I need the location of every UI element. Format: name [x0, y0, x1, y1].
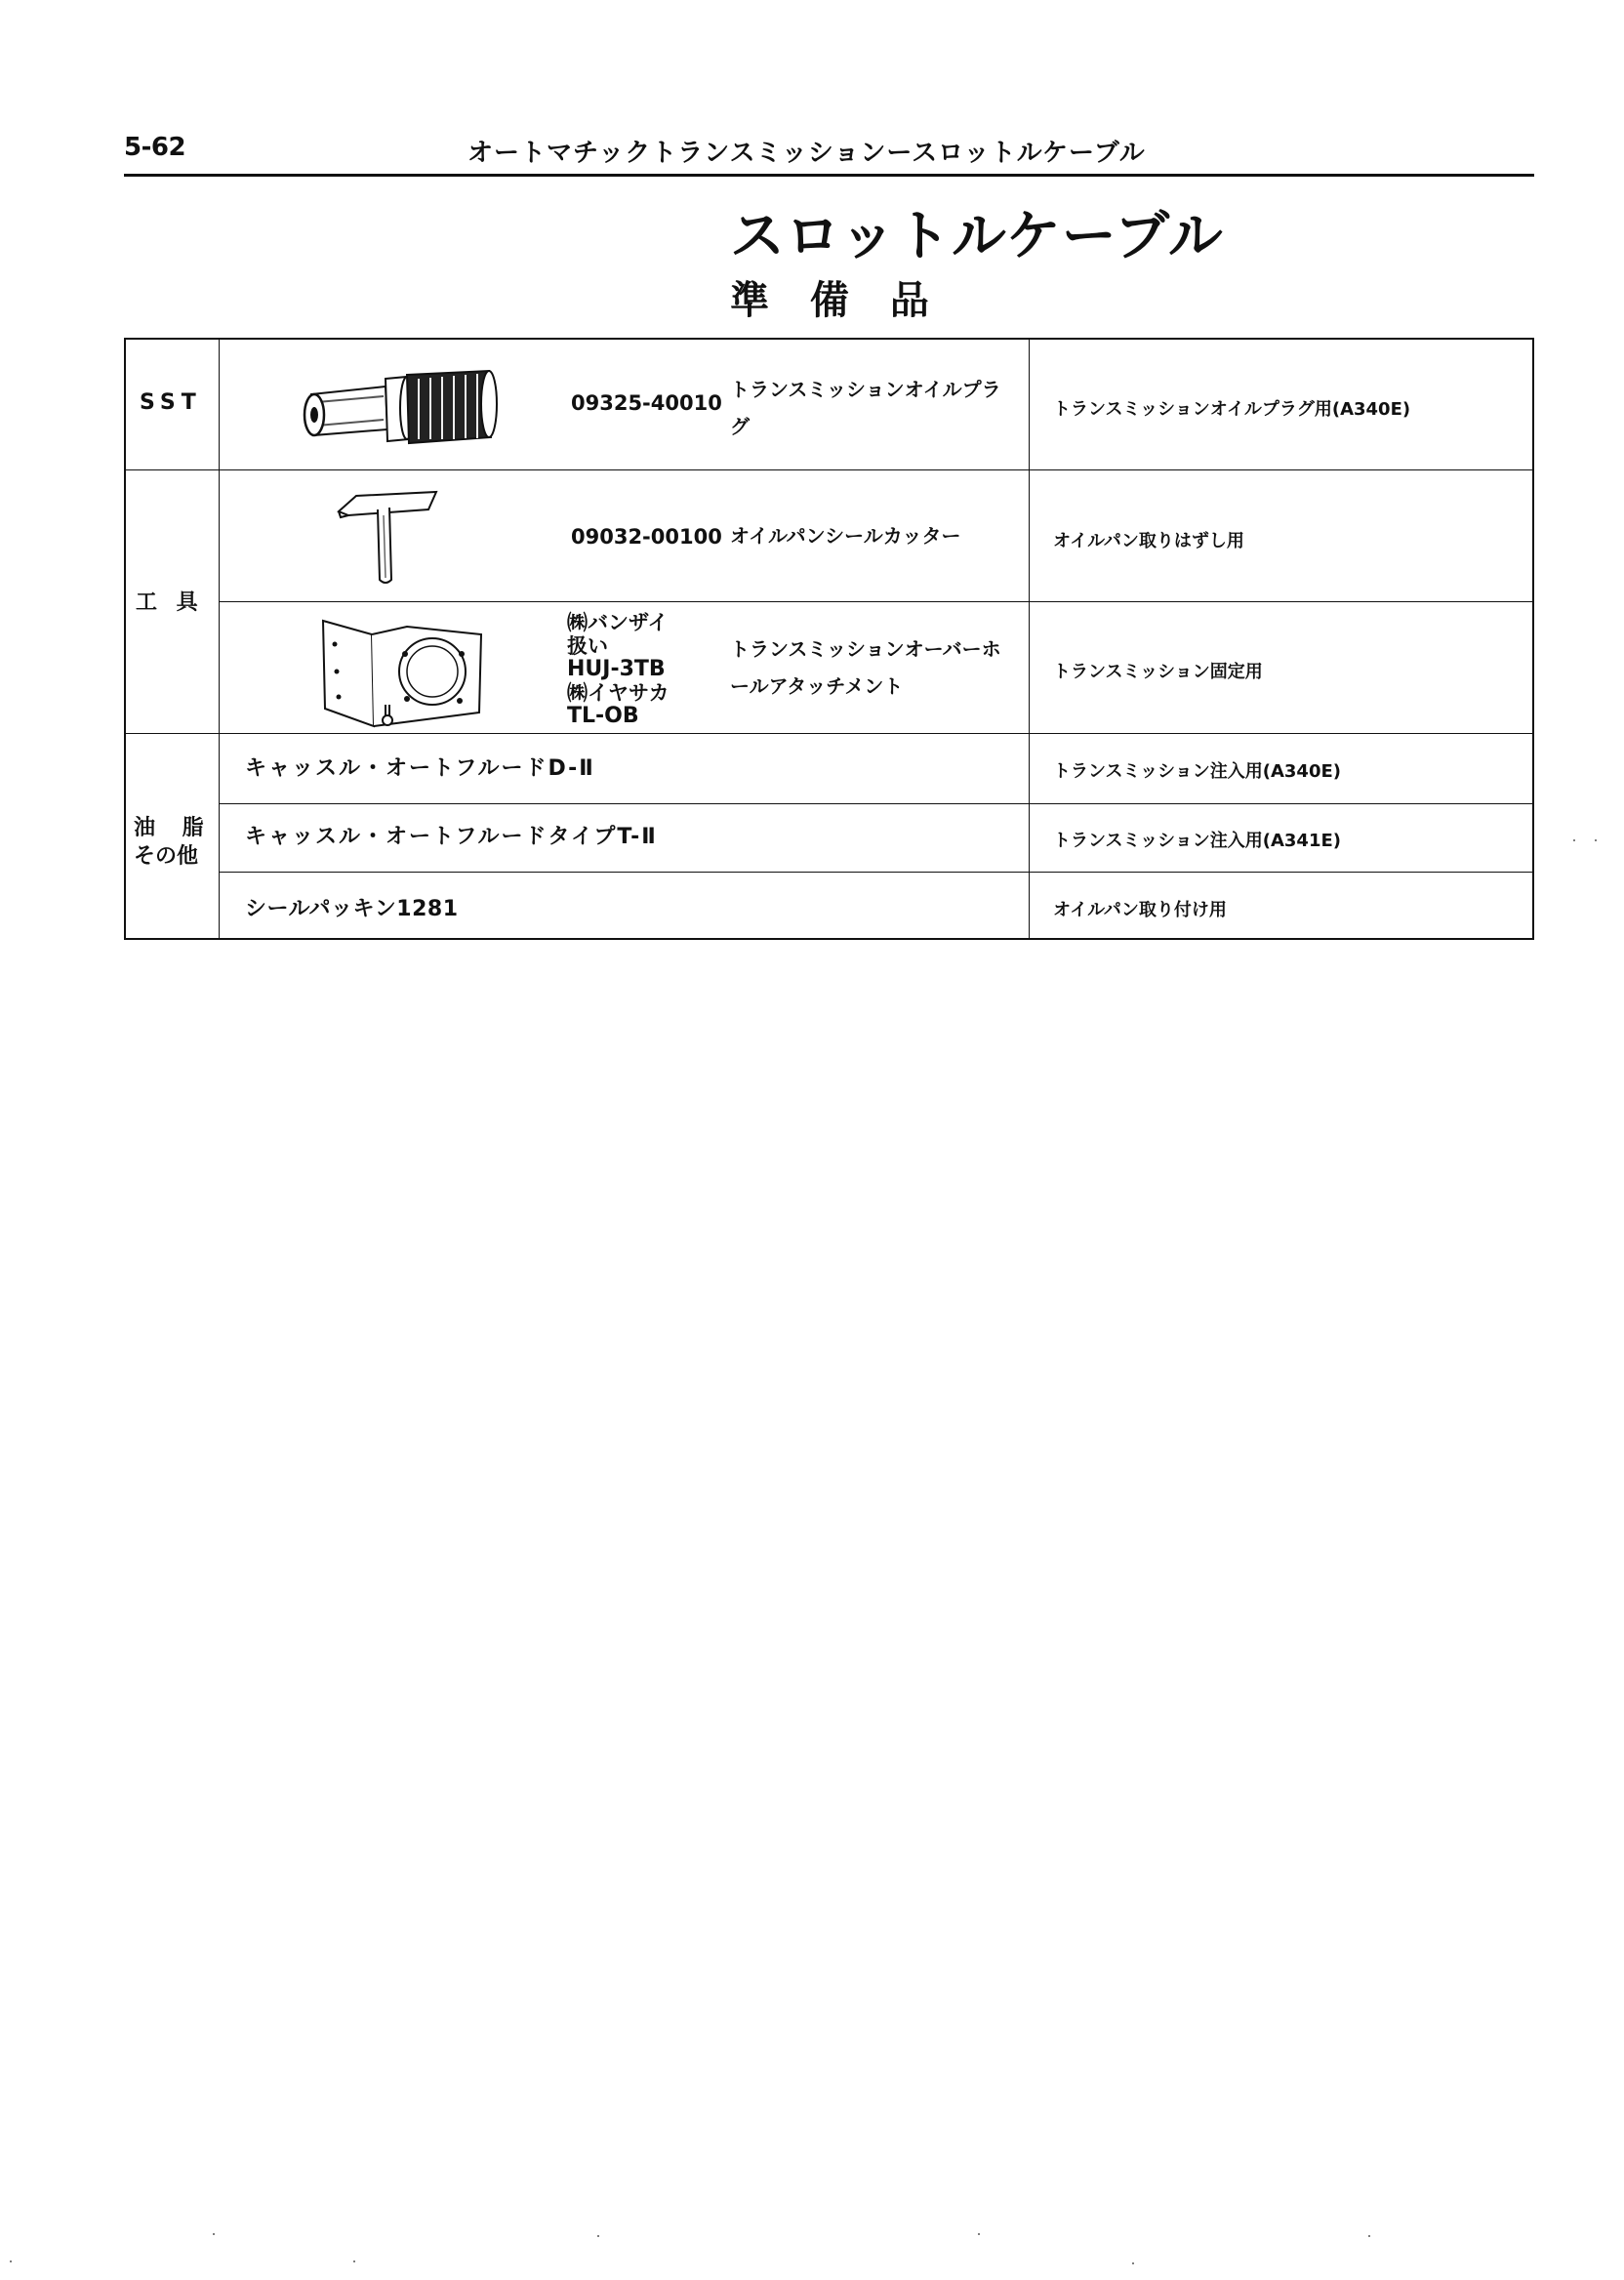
row-divider	[126, 733, 1532, 734]
scan-speck	[978, 2233, 980, 2235]
page-header	[124, 129, 1534, 177]
tool1-usage: オイルパン取りはずし用	[1053, 531, 1244, 551]
scan-speck	[213, 2233, 215, 2235]
category-sst: SST	[140, 390, 202, 415]
sst-part-code: 09325-40010	[571, 391, 722, 415]
category-tools: 工 具	[136, 590, 204, 615]
running-title: オートマチックトランスミッションースロットルケーブル	[467, 139, 1146, 168]
scan-speck	[1595, 839, 1597, 841]
category-oil: 油 脂	[134, 816, 214, 840]
maker-line: HUJ-3TB	[567, 657, 666, 681]
maker-line: ㈱バンザイ	[567, 611, 669, 634]
row-divider	[219, 601, 1532, 602]
row-divider	[126, 469, 1532, 470]
sst-part-name-line2: グ	[730, 415, 750, 438]
oil-plug-icon	[298, 365, 505, 453]
tool2-usage: トランスミッション固定用	[1053, 662, 1263, 682]
row-divider	[219, 803, 1532, 804]
column-divider	[1029, 340, 1030, 940]
maker-line: TL-OB	[567, 704, 639, 728]
oil3-name: シールパッキン1281	[245, 897, 459, 921]
seal-cutter-icon	[327, 482, 444, 593]
oil3-usage: オイルパン取り付け用	[1053, 900, 1227, 920]
section-title: スロットルケーブル	[730, 205, 1224, 268]
tool2-part-name-line2: ールアタッチメント	[730, 674, 904, 698]
oil2-name: キャッスル・オートフルードタイプT-Ⅱ	[245, 825, 658, 849]
tool2-part-name-line1: トランスミッションオーバーホ	[730, 637, 1001, 661]
sst-part-name	[730, 371, 1001, 445]
oil1-usage: トランスミッション注入用(A340E)	[1053, 761, 1341, 782]
scan-speck	[1132, 2262, 1134, 2264]
scan-speck	[353, 2260, 355, 2262]
tool2-part-name	[730, 631, 1001, 705]
oil1-name: キャッスル・オートフルードD-Ⅱ	[245, 756, 595, 781]
page-number: 5-62	[124, 133, 186, 162]
overhaul-attachment-icon	[317, 611, 489, 732]
column-divider	[219, 340, 220, 940]
maker-line: 扱い	[567, 634, 608, 658]
sst-usage: トランスミッションオイルプラグ用(A340E)	[1053, 399, 1411, 420]
category-other: その他	[134, 844, 199, 869]
preparation-table	[124, 338, 1534, 940]
scan-speck	[597, 2235, 599, 2237]
tool2-maker-info	[567, 611, 670, 728]
oil2-usage: トランスミッション注入用(A341E)	[1053, 831, 1341, 851]
scan-speck	[1573, 839, 1575, 841]
row-divider	[219, 872, 1532, 873]
tool1-part-name: オイルパンシールカッター	[730, 524, 961, 548]
tool1-part-code: 09032-00100	[571, 525, 722, 549]
scan-speck	[10, 2260, 12, 2262]
maker-line: ㈱イヤサカ	[567, 681, 670, 705]
section-subtitle: 準 備 品	[730, 278, 943, 323]
scan-speck	[1368, 2235, 1370, 2237]
sst-part-name-line1: トランスミッションオイルプラ	[730, 378, 1001, 401]
